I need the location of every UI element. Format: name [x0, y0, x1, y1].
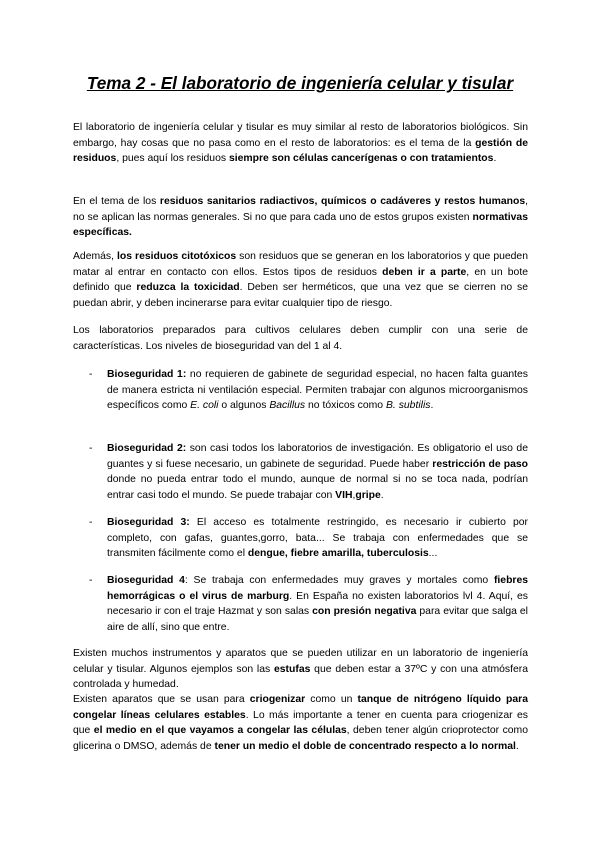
text: Existen aparatos que se usan para: [73, 694, 250, 705]
paragraph-bioseguridad-intro: [73, 323, 528, 354]
list-item-bioseguridad-3: [89, 515, 528, 562]
text: son casi todos los laboratorios de investigación. Es obligatorio el uso de guantes y si fuese necesario, un gabinete de seguridad. Puede haber: [107, 443, 528, 470]
bold-text: fiebres hemorrágicas o el virus de marburg: [107, 575, 529, 602]
text: .: [493, 153, 497, 164]
list-dash: -: [89, 517, 93, 528]
bold-text: VIH: [335, 489, 353, 501]
text: no tóxicos como: [305, 400, 386, 411]
list-dash: -: [89, 369, 93, 380]
bold-text: deben ir a parte: [382, 266, 467, 278]
text: , no se aplican las normas generales. Si no que para cada uno de estos grupos existen: [73, 196, 528, 223]
italic-text: B. subtilis: [385, 400, 431, 411]
paragraph-residuos-citotoxicos: [73, 249, 528, 311]
text: no requieren de gabinete de seguridad especial, no hacen falta guantes de manera estricta ni ventilación especial. Permiten trabajar con algunos microorganismos específicos como: [107, 369, 528, 411]
list-dash: -: [89, 575, 93, 586]
text: , deben tener algún crioprotector como glicerina o DMSO, además de: [73, 725, 528, 752]
text: o algunos: [218, 400, 270, 411]
bold-text: Bioseguridad 3:: [107, 517, 190, 528]
text: El laboratorio de ingeniería celular y tisular es muy similar al resto de laboratorios biológicos. Sin embargo, hay cosas que no pasa como en el resto de laboratorios: es el tema de la: [73, 122, 528, 149]
text: ...: [428, 548, 438, 559]
text: ,: [352, 489, 356, 501]
text: .: [515, 740, 519, 752]
text: . En España no existen laboratorios lvl 4. Aquí, es necesario ir con el traje Hazmat y son salas: [107, 590, 529, 617]
text: donde no pueda entrar todo el mundo, aunque de normal si no se toca nada, podrían entrar casi todo el mundo. Se puede trabajar con: [107, 474, 528, 501]
bold-text: restricción de paso: [432, 458, 528, 470]
bold-text: tanque de nitrógeno líquido para congelar líneas celulares estables: [73, 694, 528, 721]
paragraph-intro: [73, 120, 528, 167]
list-dash: -: [89, 443, 93, 454]
bold-text: normativas específicas.: [73, 211, 528, 238]
bold-text: siempre son células cancerígenas o con tratamientos: [228, 153, 494, 164]
list-item-bioseguridad-2: [89, 441, 528, 503]
text: , pues aquí los residuos: [116, 153, 229, 164]
bold-text: tener un medio el doble de concentrado respecto a lo normal: [214, 740, 516, 752]
bold-text: gripe: [355, 489, 381, 501]
italic-text: E. coli: [190, 400, 219, 411]
text: En el tema de los: [73, 196, 160, 207]
bold-text: los residuos citotóxicos: [117, 251, 237, 262]
text: que deben estar a 37ºC y con una atmósfera controlada y humedad.: [73, 663, 528, 690]
bold-text: gestión de residuos: [73, 137, 528, 164]
text: .: [380, 489, 384, 501]
bold-text: con presión negativa: [312, 606, 417, 617]
bold-text: criogenizar: [249, 694, 306, 705]
paragraph-criogenizar: [73, 692, 528, 754]
text: . Lo más importante a tener en cuenta para criogenizar es que: [73, 709, 529, 736]
italic-text: Bacillus: [269, 400, 306, 411]
text: Además,: [73, 251, 118, 262]
bold-text: residuos sanitarios radiactivos, químicos o cadáveres y restos humanos: [159, 196, 526, 207]
text: : Se trabaja con enfermedades muy graves y mortales como: [184, 575, 494, 586]
text: Los laboratorios preparados para cultivos celulares deben cumplir con una serie de características. Los niveles de bioseguridad van del 1 al 4.: [73, 325, 528, 352]
text: para evitar que salga el aire de allí, sino que entre.: [107, 606, 528, 633]
bold-text: Bioseguridad 1:: [107, 369, 187, 380]
list-item-bioseguridad-4: [89, 573, 528, 635]
text: Existen muchos instrumentos y aparatos que se pueden utilizar en un laboratorio de ingeniería celular y tisular. Algunos ejemplos son las: [73, 648, 528, 675]
text: . Deben ser herméticos, que una vez que se cierren no se puedan abrir, y deben incinerarse para evitar cualquier tipo de riesgo.: [73, 282, 528, 309]
bold-text: el medio en el que vayamos a congelar las células: [93, 725, 347, 736]
bold-text: dengue, fiebre amarilla, tuberculosis: [247, 548, 429, 559]
paragraph-instrumentos: [73, 646, 528, 693]
bold-text: reduzca la toxicidad: [136, 282, 240, 293]
text: .: [430, 400, 434, 411]
list-item-bioseguridad-1: [89, 367, 528, 414]
text: como un: [305, 694, 358, 705]
bold-text: Bioseguridad 2:: [107, 443, 187, 454]
bold-text: estufas: [274, 663, 311, 675]
bold-text: Bioseguridad 4: [107, 575, 185, 586]
text: son residuos que se generan en los laboratorios y que pueden matar al entrar en contacto con ellos. Estos tipos de residuos: [73, 251, 528, 278]
paragraph-residuos-sanitarios: [73, 194, 528, 241]
text: , en un bote definido que: [73, 266, 528, 293]
page-title: Tema 2 - El laboratorio de ingeniería celular y tisular: [86, 73, 514, 93]
text: El acceso es totalmente restringido, es necesario ir cubierto por completo, con gafas, guantes,gorro, bata... Se trabaja con enfermedades que se transmiten fácilmente como el: [107, 517, 528, 559]
